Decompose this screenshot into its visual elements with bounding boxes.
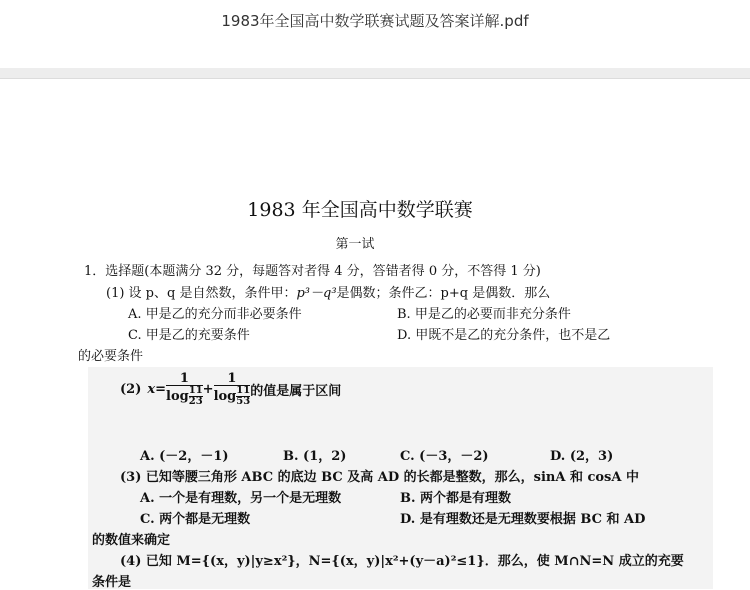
q2-base-1-num: 1 [188, 385, 196, 396]
q3-option-a: A. 一个是有理数，另一个是无理数 [140, 491, 342, 506]
q2-fraction-1 [166, 372, 203, 407]
q2-base-2-num: 1 [236, 385, 244, 396]
viewer-toolbar [0, 0, 750, 69]
file-title: 1983年全国高中数学联赛试题及答案详解.pdf [221, 12, 529, 30]
page-separator [0, 68, 750, 79]
pdf-page [0, 79, 750, 590]
q2-numerator-2: 1 [214, 372, 251, 386]
q1-stem [106, 282, 550, 301]
q2-option-d: D. (2，3) [550, 449, 614, 464]
q2-plus: + [202, 382, 214, 397]
section-heading: 第一试 [335, 237, 375, 252]
q4-stem: (4) 已知 M={(x，y)|y≥x²}，N={(x，y)|x²+(y－a)²≤1}．那么，使 M∩N=N 成立的充要 [120, 554, 684, 569]
q2-base-2-den: 5 [236, 396, 244, 407]
document-title: 1983 年全国高中数学联赛 [247, 199, 473, 221]
q2-suffix: 的值是属于区间 [250, 384, 342, 399]
q1-option-c: C. 甲是乙的充要条件 [128, 328, 250, 343]
q2-exp-1-num: 1 [195, 385, 203, 396]
q2-option-a: A. (－2，－1) [140, 449, 229, 464]
q3-option-c: C. 两个都是无理数 [140, 512, 251, 527]
q2-exp-2 [243, 386, 250, 407]
question-intro: 1．选择题(本题满分 32 分，每题答对者得 4 分，答错者得 0 分，不答得 1 分) [84, 264, 541, 279]
q1-option-d: D. 甲既不是乙的充分条件，也不是乙 [397, 328, 611, 343]
q2-stem [120, 372, 341, 407]
q3-option-d: D. 是有理数还是无理数要根据 BC 和 AD [400, 512, 646, 527]
q3-stem: (3) 已知等腰三角形 ABC 的底边 BC 及高 AD 的长都是整数，那么，sinA 和 cosA 中 [120, 470, 639, 485]
q2-label: (2) [120, 382, 142, 397]
q1-stem-b: p³－q³ [296, 286, 337, 301]
q2-base-2 [236, 386, 243, 407]
q2-exp-1 [196, 386, 203, 407]
q2-numerator-1: 1 [166, 372, 203, 386]
q1-stem-a: (1) 设 p、q 是自然数，条件甲： [106, 286, 297, 301]
q2-log-2: log [213, 389, 237, 404]
q2-base-1-den: 2 [188, 396, 196, 407]
q2-denominator-1 [166, 386, 203, 407]
q1-option-a: A. 甲是乙的充分而非必要条件 [128, 307, 302, 322]
q2-fraction-2 [214, 372, 251, 407]
q2-denominator-2 [214, 386, 251, 407]
q1-tail: 的必要条件 [78, 349, 144, 364]
q3-option-b: B. 两个都是有理数 [400, 491, 512, 506]
q3-tail: 的数值来确定 [92, 533, 171, 548]
q1-option-b: B. 甲是乙的必要而非充分条件 [397, 307, 571, 322]
q2-option-c: C. (－3，－2) [400, 449, 489, 464]
q2-base-1 [189, 386, 196, 407]
q2-log-1: log [166, 389, 189, 404]
q2-exp-1-den: 3 [195, 396, 203, 407]
q2-exp-2-num: 1 [243, 385, 251, 396]
q2-exp-2-den: 3 [243, 396, 251, 407]
q1-stem-c: 是偶数；条件乙：p+q 是偶数．那么 [336, 286, 551, 301]
q4-tail: 条件是 [92, 575, 132, 590]
q2-x: x= [147, 382, 167, 397]
q2-option-b: B. (1，2) [283, 449, 347, 464]
